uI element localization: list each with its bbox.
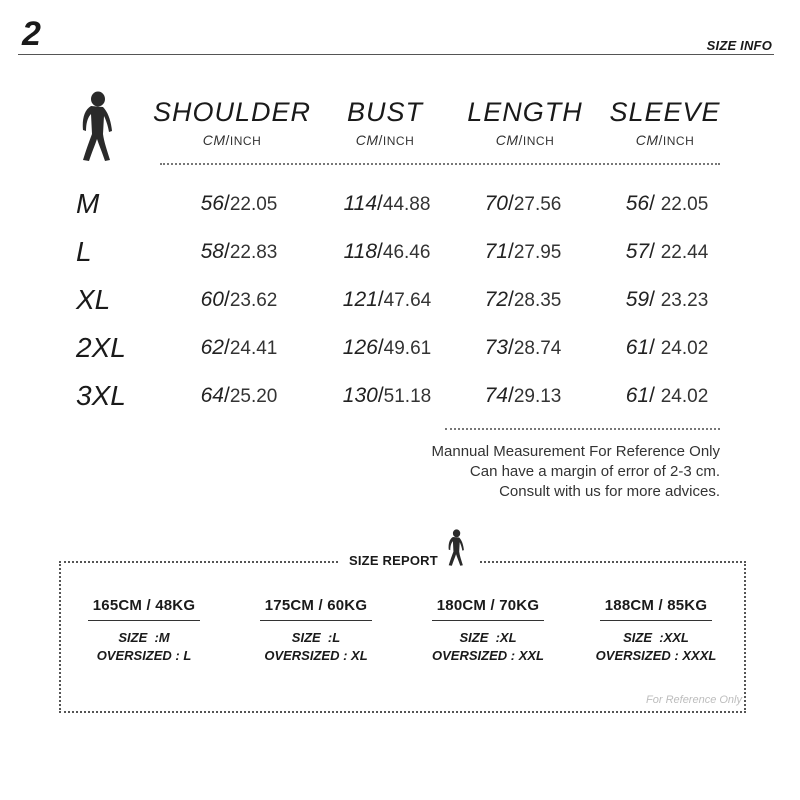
value-separator: /: [377, 384, 384, 407]
value-separator: /: [223, 192, 230, 215]
page-number: 2: [22, 15, 41, 53]
value-cm: 64: [200, 384, 224, 407]
value-inch: 29.13: [513, 386, 562, 407]
measurement-cell: [164, 190, 314, 219]
value-inch: 28.35: [513, 290, 562, 311]
notes-dotted-divider: [445, 428, 720, 430]
column-header-bust: [315, 96, 455, 148]
value-inch: 28.74: [513, 338, 562, 359]
value-separator: /: [507, 240, 514, 263]
height-weight-label: 180CM / 70KG: [436, 597, 540, 614]
value-cm: 72: [484, 288, 508, 311]
column-title: SLEEVE: [609, 97, 721, 127]
recommended-size: SIZE :XL: [459, 630, 517, 645]
entry-underline: [432, 620, 544, 621]
measurement-cell: [312, 286, 462, 315]
column-header-sleeve: [600, 96, 730, 148]
note-line: Consult with us for more advices.: [499, 483, 720, 500]
value-inch: 24.02: [660, 386, 709, 407]
measurement-cell: [448, 334, 598, 363]
unit-cm: CM: [495, 132, 519, 148]
size-label: 3XL: [76, 380, 126, 411]
unit-separator: /: [658, 132, 663, 148]
value-separator: /: [377, 192, 383, 215]
value-separator: /: [649, 240, 661, 263]
measurement-cell: [592, 334, 742, 363]
reference-watermark: For Reference Only: [646, 694, 742, 706]
measurement-cell: [312, 334, 462, 363]
size-label: 2XL: [76, 332, 126, 363]
measurement-cell: [164, 382, 314, 411]
value-separator: /: [649, 384, 661, 407]
note-line: Can have a margin of error of 2-3 cm.: [469, 463, 720, 480]
value-inch: 23.23: [660, 290, 709, 311]
value-separator: /: [223, 384, 230, 407]
size-label: XL: [76, 284, 111, 315]
unit-inch: INCH: [662, 134, 695, 148]
column-unit: [152, 132, 312, 148]
unit-inch: INCH: [229, 134, 262, 148]
unit-separator: /: [378, 132, 383, 148]
recommended-size: SIZE :M: [118, 630, 170, 645]
column-unit: [455, 132, 595, 148]
size-report-title: SIZE REPORT: [349, 553, 438, 568]
value-separator: /: [377, 336, 384, 359]
value-separator: /: [507, 336, 514, 359]
value-inch: 49.61: [383, 338, 432, 359]
size-label: M: [76, 188, 100, 219]
entry-underline: [260, 620, 372, 621]
height-weight-label: 188CM / 85KG: [604, 597, 708, 614]
size-report-entry: [59, 597, 229, 665]
measurement-cell: [592, 286, 742, 315]
measurement-cell: [164, 238, 314, 267]
recommended-size: SIZE :XXL: [623, 630, 689, 645]
value-inch: 47.64: [383, 290, 432, 311]
value-inch: 22.83: [229, 242, 278, 263]
measurement-cell: [312, 382, 462, 411]
value-inch: 46.46: [382, 242, 431, 263]
value-cm: 70: [484, 192, 508, 215]
column-unit: [315, 132, 455, 148]
size-label: L: [76, 236, 92, 267]
standing-human-figure-icon: [444, 528, 466, 568]
value-cm: 57: [625, 240, 650, 263]
oversized-size: OVERSIZED : XXXL: [595, 648, 717, 663]
header-dotted-divider: [160, 163, 720, 165]
value-cm: 71: [484, 240, 508, 263]
unit-inch: INCH: [522, 134, 555, 148]
unit-cm: CM: [202, 132, 226, 148]
value-cm: 61: [625, 384, 650, 407]
value-separator: /: [649, 336, 661, 359]
section-title: SIZE INFO: [706, 38, 772, 53]
value-cm: 58: [200, 240, 224, 263]
value-cm: 130: [342, 384, 378, 407]
value-inch: 25.20: [229, 386, 278, 407]
value-cm: 59: [625, 288, 650, 311]
value-separator: /: [649, 192, 661, 215]
size-report-entry: [403, 597, 573, 665]
value-inch: 22.44: [660, 242, 709, 263]
value-cm: 60: [200, 288, 224, 311]
measurement-cell: [164, 286, 314, 315]
value-separator: /: [223, 240, 230, 263]
column-header-shoulder: [152, 96, 312, 148]
measurement-cell: [448, 238, 598, 267]
value-inch: 27.95: [513, 242, 562, 263]
entry-underline: [600, 620, 712, 621]
value-inch: 27.56: [513, 194, 562, 215]
value-separator: /: [507, 384, 514, 407]
recommended-size: SIZE :L: [291, 630, 341, 645]
value-cm: 61: [625, 336, 650, 359]
value-inch: 22.05: [660, 194, 709, 215]
value-cm: 121: [342, 288, 378, 311]
oversized-size: OVERSIZED : XL: [264, 648, 368, 663]
measurement-cell: [312, 190, 462, 219]
note-line: Mannual Measurement For Reference Only: [431, 443, 720, 460]
measurement-cell: [164, 334, 314, 363]
value-cm: 118: [343, 240, 378, 263]
oversized-size: OVERSIZED : L: [96, 648, 192, 663]
unit-separator: /: [518, 132, 523, 148]
value-cm: 114: [343, 192, 378, 215]
column-title: BUST: [346, 97, 423, 127]
column-header-length: [455, 96, 595, 148]
measurement-cell: [312, 238, 462, 267]
unit-cm: CM: [635, 132, 659, 148]
value-separator: /: [507, 192, 514, 215]
measurement-cell: [592, 382, 742, 411]
column-unit: [600, 132, 730, 148]
value-inch: 24.41: [229, 338, 278, 359]
value-separator: /: [223, 336, 230, 359]
height-weight-label: 165CM / 48KG: [92, 597, 196, 614]
size-report-entry: [571, 597, 741, 665]
value-inch: 22.05: [229, 194, 278, 215]
value-cm: 56: [625, 192, 650, 215]
value-cm: 126: [342, 336, 378, 359]
value-cm: 56: [200, 192, 224, 215]
measurement-cell: [448, 382, 598, 411]
value-separator: /: [507, 288, 514, 311]
height-weight-label: 175CM / 60KG: [264, 597, 368, 614]
measurement-cell: [448, 190, 598, 219]
unit-cm: CM: [355, 132, 379, 148]
value-inch: 44.88: [382, 194, 431, 215]
header-divider: [18, 54, 774, 55]
oversized-size: OVERSIZED : XXL: [432, 648, 544, 663]
standing-human-figure-icon: [74, 90, 116, 164]
value-cm: 74: [484, 384, 508, 407]
value-inch: 51.18: [383, 386, 432, 407]
value-separator: /: [377, 240, 383, 263]
size-report-entry: [231, 597, 401, 665]
column-title: LENGTH: [467, 97, 583, 127]
column-title: SHOULDER: [152, 97, 312, 127]
measurement-cell: [448, 286, 598, 315]
entry-underline: [88, 620, 200, 621]
value-inch: 24.02: [660, 338, 709, 359]
unit-separator: /: [225, 132, 230, 148]
value-separator: /: [649, 288, 661, 311]
value-cm: 62: [200, 336, 224, 359]
value-separator: /: [377, 288, 384, 311]
measurement-cell: [592, 238, 742, 267]
value-inch: 23.62: [229, 290, 278, 311]
value-cm: 73: [484, 336, 508, 359]
value-separator: /: [223, 288, 230, 311]
measurement-cell: [592, 190, 742, 219]
unit-inch: INCH: [382, 134, 415, 148]
